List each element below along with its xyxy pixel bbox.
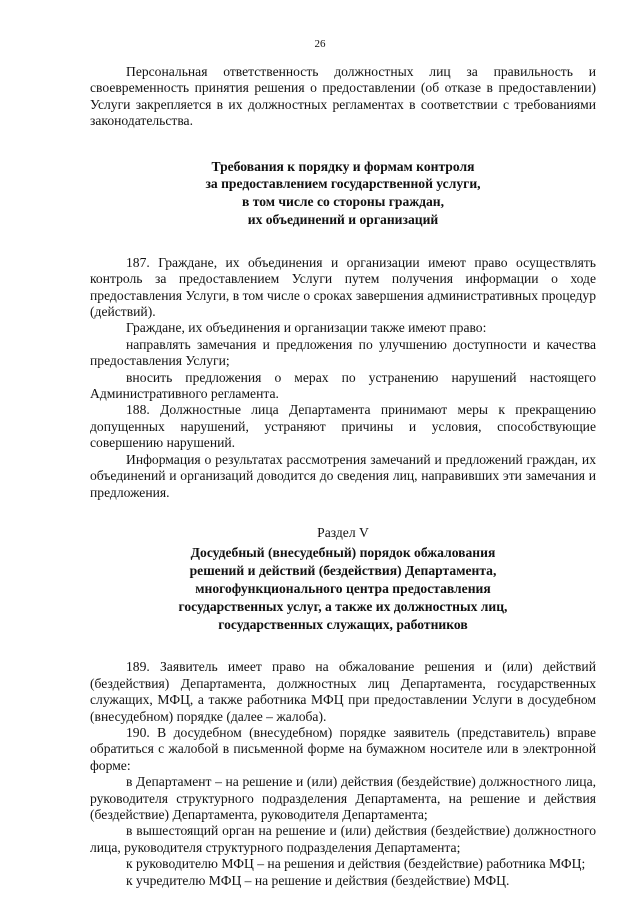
- paragraph-190: 190. В досудебном (внесудебном) порядке заявитель (представитель) вправе обратиться с жалобой в письменной форме на бумажном носителе или в электронной форме:: [90, 724, 596, 773]
- section-heading: [90, 544, 596, 633]
- paragraph: Граждане, их объединения и организации также имеют право:: [126, 320, 487, 336]
- section-heading: [90, 158, 596, 229]
- paragraph: Информация о результатах рассмотрения замечаний и предложений граждан, их объединений и организаций доводится до сведения лиц, направивших эти замечания и предложения.: [90, 451, 596, 500]
- paragraph: в Департамент – на решение и (или) действия (бездействие) должностного лица, руководителя структурного подразделения Департамента, на решение и действия (бездействие) Департамента, руководителя Департамента;: [90, 774, 596, 822]
- paragraph: вносить предложения о мерах по устранению нарушений настоящего Административного регламента.: [90, 369, 596, 402]
- paragraph-189: 189. Заявитель имеет право на обжалование решения и (или) действий (бездействия) Департамента, должностных лиц Департамента, государственных служащих, МФЦ, а также работника МФЦ при предоставлении Услуги в досудебном (внесудебном) порядке (далее – жалоба).: [90, 659, 596, 724]
- heading-line: государственных услуг, а также их должностных лиц,: [178, 598, 508, 614]
- section-label: Раздел V: [317, 524, 369, 540]
- heading-line: Досудебный (внесудебный) порядок обжалования: [190, 545, 496, 561]
- heading-line: в том числе со стороны граждан,: [241, 194, 445, 210]
- heading-line: решений и действий (бездействия) Департамента,: [189, 563, 497, 579]
- document-body: [90, 64, 596, 889]
- heading-line: за предоставлением государственной услуги,: [205, 176, 481, 192]
- intro-paragraph: Персональная ответственность должностных лиц за правильность и своевременность принятия решения о предоставлении (об отказе в предоставлении) Услуги закрепляется в их должностных регламентах в соответствии с требованиями законодательства.: [90, 64, 596, 129]
- heading-line: государственных служащих, работников: [218, 616, 468, 632]
- paragraph: к руководителю МФЦ – на решения и действия (бездействие) работника МФЦ;: [126, 856, 586, 872]
- paragraph-188: 188. Должностные лица Департамента принимают меры к прекращению допущенных нарушений, устраняют причины и условия, способствующие совершению нарушений.: [90, 402, 596, 451]
- paragraph: к учредителю МФЦ – на решение и действия (бездействие) МФЦ.: [126, 872, 510, 888]
- page-number: 26: [314, 38, 326, 50]
- heading-line: многофункционального центра предоставления: [195, 580, 491, 596]
- paragraph: в вышестоящий орган на решение и (или) действия (бездействие) должностного лица, руководителя структурного подразделения Департамента;: [90, 823, 596, 855]
- heading-line: их объединений и организаций: [247, 212, 439, 228]
- paragraph: направлять замечания и предложения по улучшению доступности и качества предоставления Услуги;: [90, 336, 596, 369]
- paragraph-187: 187. Граждане, их объединения и организации имеют право осуществлять контроль за предоставлением Услуги путем получения информации о ходе предоставления Услуги, в том числе о сроках завершения административных процедур (действий).: [90, 254, 596, 320]
- heading-line: Требования к порядку и формам контроля: [211, 158, 475, 174]
